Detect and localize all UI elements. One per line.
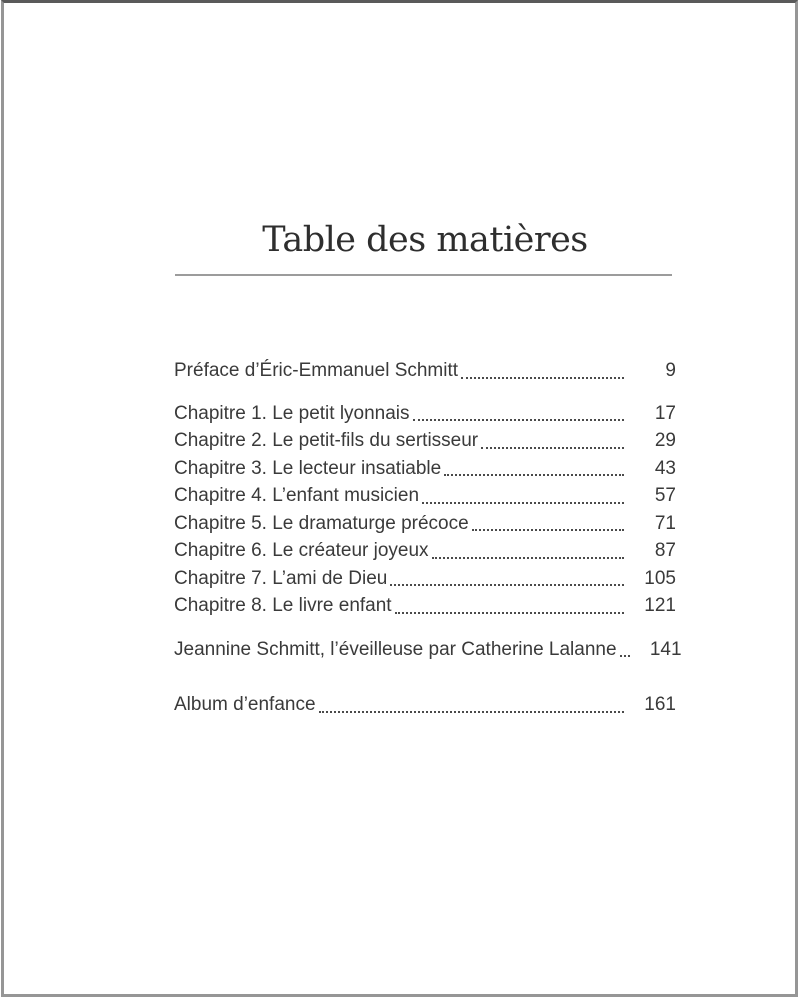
toc-entry-chapter-4 <box>174 482 676 510</box>
dot-leader <box>472 529 624 531</box>
dot-leader <box>390 584 624 586</box>
toc-entry-label: Préface d’Éric-Emmanuel Schmitt <box>174 360 459 381</box>
toc-entry-page-number: 57 <box>654 485 676 506</box>
dot-leader <box>481 447 624 449</box>
toc-entry-label: Chapitre 6. Le créateur joyeux <box>174 540 429 561</box>
toc-entry-page-number: 161 <box>644 694 676 715</box>
toc-entry-page-number: 9 <box>665 360 676 381</box>
toc-entry-page-number: 87 <box>654 540 676 561</box>
toc-content <box>174 3 682 719</box>
dot-leader <box>422 502 624 504</box>
toc-entry-label: Jeannine Schmitt, l’éveilleuse par Catherine Lalanne <box>174 638 617 660</box>
toc-entry-jeannine-schmitt <box>174 636 682 664</box>
toc-entry-page-number: 17 <box>654 402 676 424</box>
toc-entry-page-number: 29 <box>654 430 676 451</box>
toc-entry-chapter-2 <box>174 427 676 455</box>
toc-entry-label: Chapitre 1. Le petit lyonnais <box>174 402 410 424</box>
dot-leader <box>444 474 624 476</box>
page-sheet <box>1 0 798 997</box>
toc-entry-chapter-7 <box>174 565 676 593</box>
toc-entry-page-number: 105 <box>644 567 676 589</box>
dot-leader <box>319 711 624 713</box>
table-of-contents <box>174 357 682 719</box>
dot-leader <box>413 419 624 421</box>
toc-entry-chapter-3 <box>174 455 676 483</box>
toc-entry-page-number: 121 <box>644 595 676 616</box>
toc-entry-chapter-5 <box>174 510 676 538</box>
toc-entry-album-enfance <box>174 691 676 719</box>
toc-entry-label: Chapitre 5. Le dramaturge précoce <box>174 512 469 534</box>
toc-entry-label: Chapitre 2. Le petit-fils du sertisseur <box>174 430 479 451</box>
toc-entry-label: Chapitre 7. L’ami de Dieu <box>174 567 388 589</box>
toc-entry-page-number: 43 <box>654 457 676 479</box>
toc-entry-label: Album d’enfance <box>174 694 316 715</box>
toc-entry-label: Chapitre 8. Le livre enfant <box>174 595 392 616</box>
toc-entry-preface <box>174 357 676 385</box>
toc-entry-label: Chapitre 3. Le lecteur insatiable <box>174 457 442 479</box>
page-title: Table des matières <box>262 220 588 260</box>
title-divider <box>175 274 672 276</box>
dot-leader <box>432 557 624 559</box>
dot-leader <box>461 377 624 379</box>
toc-entry-chapter-1 <box>174 400 676 428</box>
dot-leader <box>395 612 624 614</box>
toc-entry-label: Chapitre 4. L’enfant musicien <box>174 485 420 506</box>
dot-leader <box>620 655 630 657</box>
toc-entry-chapter-6 <box>174 537 676 565</box>
toc-entry-page-number: 141 <box>649 638 682 660</box>
toc-entry-page-number: 71 <box>654 512 676 534</box>
toc-entry-chapter-8 <box>174 592 676 620</box>
